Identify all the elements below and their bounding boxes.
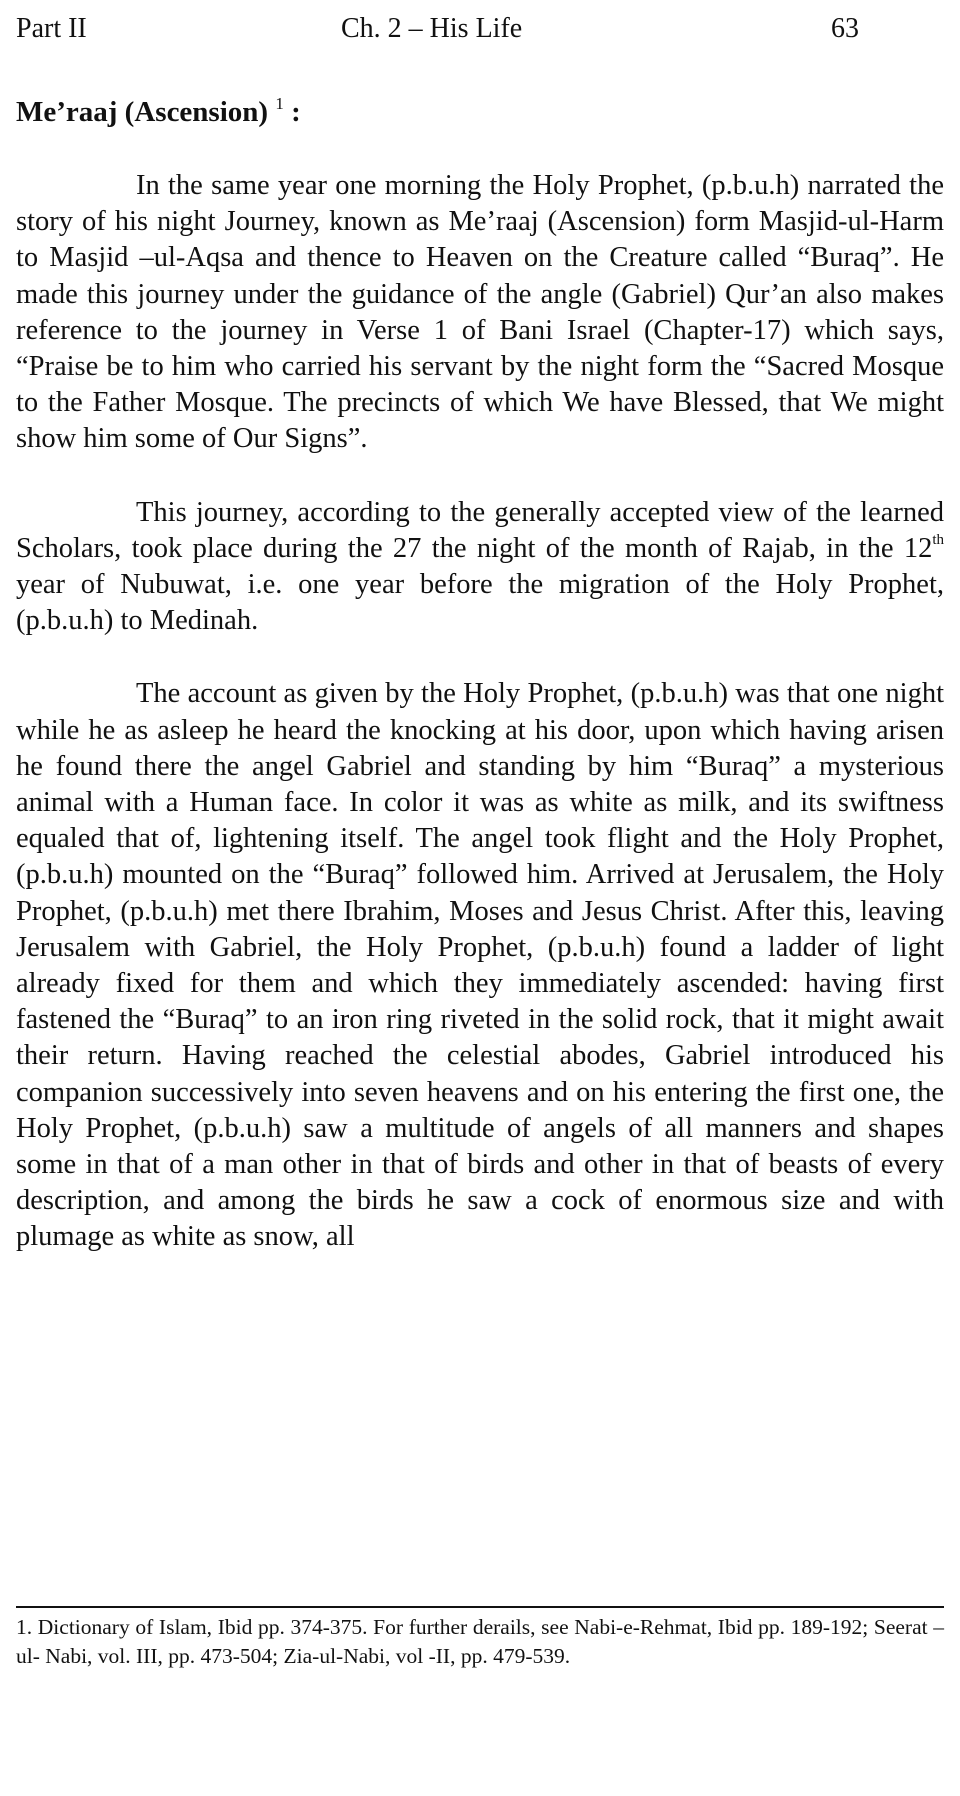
page-number: 63 xyxy=(831,13,859,44)
book-page xyxy=(16,0,944,1796)
paragraph-2 xyxy=(16,495,944,640)
footnote-divider xyxy=(16,1606,944,1608)
body-text xyxy=(16,168,944,1256)
running-header xyxy=(16,12,944,46)
section-title-text: Me’raaj (Ascension) xyxy=(16,96,269,128)
heading-colon: : xyxy=(283,96,301,128)
chapter-title: Ch. 2 – His Life xyxy=(341,13,523,44)
ordinal-superscript: th xyxy=(932,531,944,548)
paragraph-2-text-a: This journey, according to the generally accepted view of the learned Scholars, took place during the 27 the night of the month of Rajab, in the 12 xyxy=(16,496,944,564)
paragraph-3: The account as given by the Holy Prophet, (p.b.u.h) was that one night while he as asleep he heard the knocking at his door, upon which having arisen he found there the angel Gabriel and standing by him “Buraq” a mysterious animal with a Human face. In color it was as white as milk, and its swiftness equaled that of, lightening itself. The angel took flight and the Holy Prophet, (p.b.u.h) mounted on the “Buraq” followed him. Arrived at Jerusalem, the Holy Prophet, (p.b.u.h) met there Ibrahim, Moses and Jesus Christ. After this, leaving Jerusalem with Gabriel, the Holy Prophet, (p.b.u.h) found a ladder of light already fixed for them and which they immediately ascended: having first fastened the “Buraq” to an iron ring riveted in the solid rock, that it might await their return. Having reached the celestial abodes, Gabriel introduced his companion successively into seven heavens and on his entering the first one, the Holy Prophet, (p.b.u.h) saw a multitude of angels of all manners and shapes some in that of a man other in that of birds and other in that of beasts of every description, and among the birds he saw a cock of enormous size and with plumage as white as snow, all xyxy=(16,678,944,1253)
paragraph-2-text-b: year of Nubuwat, i.e. one year before the migration of the Holy Prophet, (p.b.u.h) to Medinah. xyxy=(16,569,944,637)
part-label: Part II xyxy=(16,13,87,44)
footnote-reference: 1 xyxy=(275,94,284,113)
section-heading xyxy=(16,92,301,132)
paragraph-1: In the same year one morning the Holy Prophet, (p.b.u.h) narrated the story of his night Journey, known as Me’raaj (Ascension) form Masjid-ul-Harm to Masjid –ul-Aqsa and thence to Heaven on the Creature called “Buraq”. He made this journey under the guidance of the angle (Gabriel) Qur’an also makes reference to the journey in Verse 1 of Bani Israel (Chapter-17) which says, “Praise be to him who carried his servant by the night form the “Sacred Mosque to the Father Mosque. The precincts of which We have Blessed, that We might show him some of Our Signs”. xyxy=(16,170,944,455)
footnote: 1. Dictionary of Islam, Ibid pp. 374-375. For further derails, see Nabi-e-Rehmat, Ibid pp. 189-192; Seerat –ul- Nabi, vol. III, pp. 473-504; Zia-ul-Nabi, vol -II, pp. 479-539. xyxy=(16,1615,944,1668)
